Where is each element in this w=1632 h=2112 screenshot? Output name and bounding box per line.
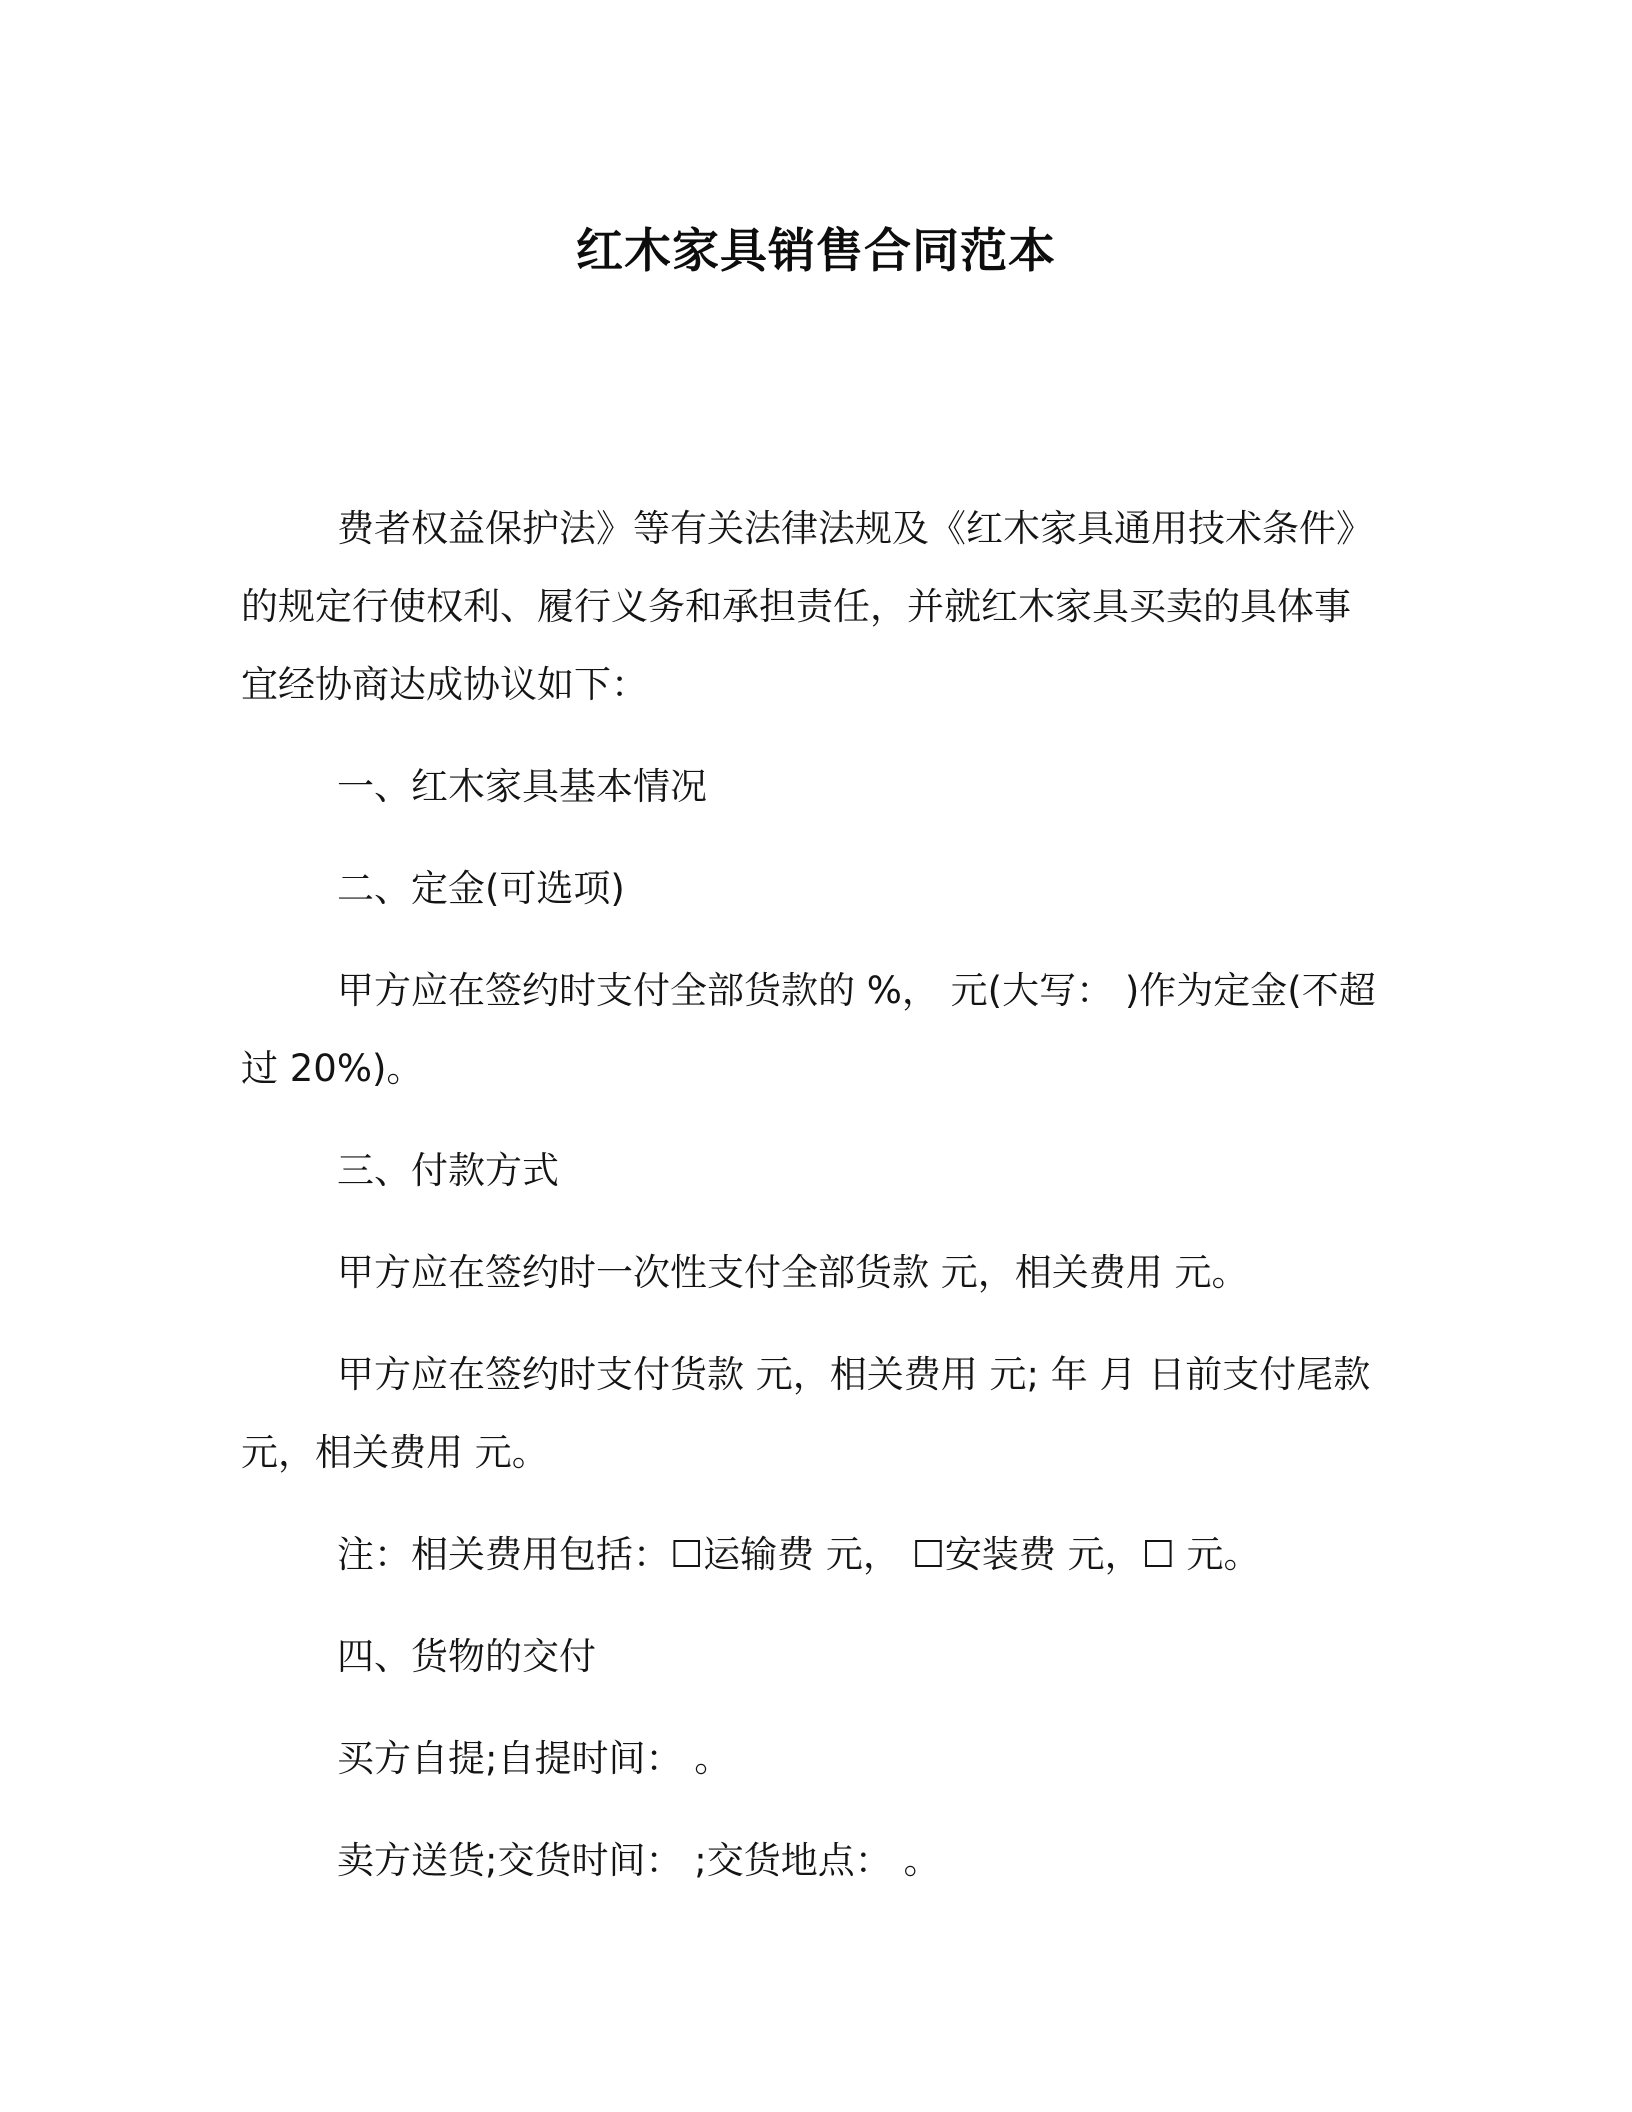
section-heading-4: 四、货物的交付 — [337, 1635, 596, 1678]
paragraph-deposit: 甲方应在签约时支付全部货款的 %， 元(大写： )作为定金(不超过 20%)。 — [241, 969, 1376, 1090]
section-heading-1: 一、红木家具基本情况 — [337, 765, 707, 808]
paragraph-payment-full: 甲方应在签约时一次性支付全部货款 元，相关费用 元。 — [337, 1251, 1249, 1294]
paragraph-intro: 费者权益保护法》等有关法律法规及《红木家具通用技术条件》的规定行使权利、履行义务和承担责任，并就红木家具买卖的具体事宜经协商达成协议如下： — [241, 507, 1373, 706]
paragraph-self-pickup: 买方自提;自提时间： 。 — [337, 1737, 732, 1780]
document-title: 红木家具销售合同范本 — [576, 224, 1056, 279]
paragraph-fee-note: 注：相关费用包括：☐运输费 元， ☐安装费 元，☐ 元。 — [337, 1533, 1261, 1576]
document-body — [241, 490, 1381, 1900]
section-heading-3: 三、付款方式 — [337, 1149, 559, 1192]
section-heading-2: 二、定金(可选项) — [337, 867, 625, 910]
paragraph-seller-delivery: 卖方送货;交货时间： ;交货地点： 。 — [337, 1839, 941, 1882]
paragraph-payment-installment: 甲方应在签约时支付货款 元，相关费用 元; 年 月 日前支付尾款 元，相关费用 元。 — [241, 1353, 1371, 1474]
